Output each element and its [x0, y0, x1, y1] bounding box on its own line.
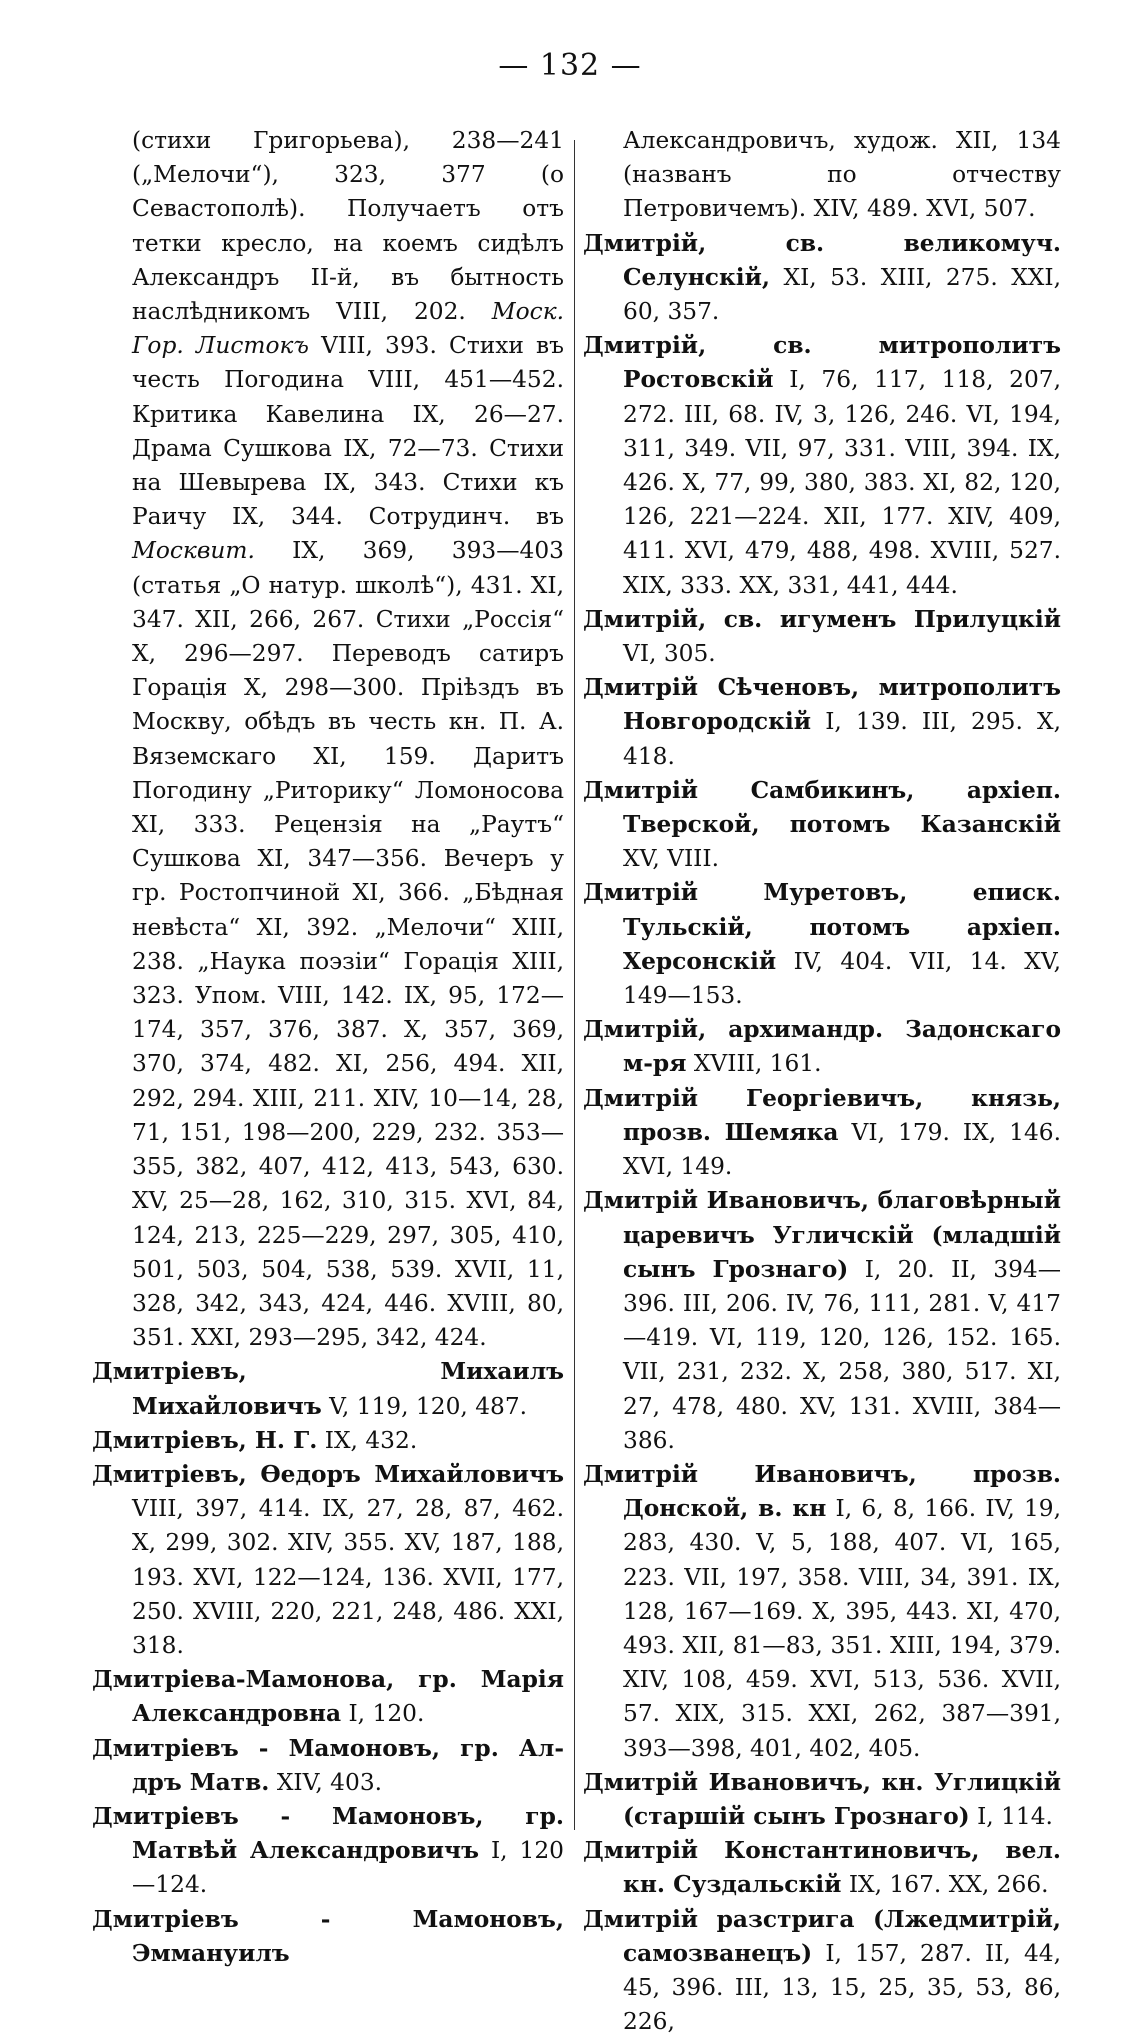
entry-references: I, 76, 117, 118, 207, 272. III, 68. IV, 3, 126, 246. VI, 194, 311, 349. VII, 97, 331. VIII, 394. IX, 426. X, 77, 99, 380, 383. XI, 82, 120, 126, 221—224. XII, 177. XIV, 409, 411. XVI, 479, 488, 498. XVIII, 527. XIX, 333. XX, 331, 441, 444.: [623, 366, 1061, 599]
entry-heading: Дмитрій, св. митрополитъ Ростовскій: [583, 332, 1061, 394]
entry-references: I, 20. II, 394—396. III, 206. IV, 76, 111, 281. V, 417—419. VI, 119, 120, 126, 152. 165. VII, 231, 232. X, 258, 380, 517. XI, 27, 478, 480. XV, 131. XVIII, 384—386.: [623, 1255, 1062, 1454]
index-entry: [583, 329, 1061, 603]
index-entry: [583, 671, 1061, 774]
index-entry: [583, 1834, 1061, 1902]
entry-references: VIII, 397, 414. IX, 27, 28, 87, 462. X, 299, 302. XIV, 355. XV, 187, 188, 193. XVI, 122—124, 136. XVII, 177, 250. XVIII, 220, 221, 248, 486. XXI, 318.: [132, 1495, 564, 1659]
entry-heading: Дмитріева-Мамонова, гр. Марія Александровна: [92, 1666, 564, 1728]
index-entry: [92, 1424, 564, 1458]
entry-text: Александровичъ, худож. XII, 134 (названъ по отчеству Петровичемъ). XIV, 489. XVI, 507.: [623, 127, 1061, 223]
index-entry: [92, 1355, 564, 1423]
index-entry: [92, 1903, 564, 1971]
index-entry: [583, 1903, 1061, 2039]
index-entry: [583, 876, 1061, 1013]
entry-references: IX, 432.: [324, 1426, 418, 1454]
entry-heading: Дмитрій Ивановичъ, благовѣрный царевичъ Угличскій (младшій сынъ Грознаго): [583, 1187, 1061, 1283]
entry-heading: Дмитріевъ, Н. Г.: [92, 1426, 318, 1454]
index-entry: [583, 227, 1061, 330]
entry-heading: Дмитрій разстрига (Лжедмитрій, самозванецъ): [583, 1905, 1061, 1967]
entry-references: I, 6, 8, 166. IV, 19, 283, 430. V, 5, 188, 407. VI, 165, 223. VII, 197, 358. VIII, 34, 391. IX, 128, 167—169. X, 395, 443. XI, 470, 493. XII, 81—83, 351. XIII, 194, 379. XIV, 108, 459. XVI, 513, 536. XVII, 57. XIX, 315. XXI, 262, 387—391, 393—398, 401, 402, 405.: [623, 1495, 1062, 1762]
index-entry: [583, 603, 1061, 671]
entry-text: (стихи Григорьева), 238—241 („Мелочи“), 323, 377 (о Севастополѣ). Получаетъ отъ тетки кресло, на коемъ сидѣлъ Александръ II-й, въ бытность наслѣдникомъ VIII, 202.: [132, 127, 564, 326]
index-entry: [92, 1732, 564, 1800]
entry-references: XVIII, 161.: [693, 1050, 822, 1078]
entry-heading: Дмитрій, св. великомуч. Селунскій,: [583, 229, 1061, 291]
index-entry: [583, 1766, 1061, 1834]
entry-heading: Дмитріевъ - Мамоновъ, гр. Ал-дръ Матв.: [92, 1734, 564, 1796]
entry-references: XV, VIII.: [623, 845, 719, 873]
entry-text-italic: Моск. Гор. Листокъ: [132, 298, 565, 360]
left-column: [92, 124, 564, 1971]
entry-references: I, 114.: [977, 1802, 1053, 1830]
index-entry: [583, 774, 1061, 877]
entry-references: I, 120—124.: [132, 1837, 565, 1899]
entry-heading: Дмитріевъ - Мамоновъ, Эммануилъ: [92, 1905, 564, 1967]
entry-references: XIV, 403.: [276, 1768, 383, 1796]
entry-heading: Дмитрій Константиновичъ, вел. кн. Суздальскій: [583, 1837, 1061, 1899]
entry-heading: Дмитрій Самбикинъ, архіеп. Тверской, потомъ Казанскій: [583, 776, 1061, 839]
entry-heading: Дмитрій Сѣченовъ, митрополитъ Новгородскій: [583, 674, 1061, 736]
right-column: [583, 124, 1061, 2039]
index-entry: [92, 1663, 564, 1731]
index-entry: [583, 1184, 1061, 1458]
entry-heading: Дмитріевъ, Ѳедоръ Михайловичъ: [92, 1460, 564, 1488]
entry-references: XI, 53. XIII, 275. XXI, 60, 357.: [623, 263, 1061, 326]
entry-references: I, 120.: [348, 1700, 425, 1728]
entry-references: VI, 179. IX, 146. XVI, 149.: [623, 1118, 1061, 1181]
entry-text: IX, 369, 393—403 (статья „О натур. школѣ“), 431. XI, 347. XII, 266, 267. Стихи „Россія“ X, 296—297. Переводъ сатиръ Горація X, 298—300. Пріѣздъ въ Москву, обѣдъ въ честь кн. П. А. Вяземскаго XI, 159. Даритъ Погодину „Риторику“ Ломоносова XI, 333. Рецензія на „Раутъ“ Сушкова XI, 347—356. Вечеръ у гр. Ростопчиной XI, 366. „Бѣдная невѣста“ XI, 392. „Мелочи“ XIII, 238. „Наука поэзіи“ Горація XIII, 323. Упом. VIII, 142. IX, 95, 172—174, 357, 376, 387. X, 357, 369, 370, 374, 482. XI, 256, 494. XII, 292, 294. XIII, 211. XIV, 10—14, 28, 71, 151, 198—200, 229, 232. 353—355, 382, 407, 412, 413, 543, 630. XV, 25—28, 162, 310, 315. XVI, 84, 124, 213, 225—229, 297, 305, 410, 501, 503, 504, 538, 539. XVII, 11, 328, 342, 343, 424, 446. XVIII, 80, 351. XXI, 293—295, 342, 424.: [132, 537, 564, 1352]
page-number: — 132 —: [498, 48, 642, 83]
entry-references: IV, 404. VII, 14. XV, 149—153.: [623, 947, 1062, 1010]
entry-heading: Дмитрій Ивановичъ, прозв. Донской, в. кн: [583, 1460, 1061, 1523]
continued-entry: [583, 124, 1061, 227]
index-entry: [92, 1458, 564, 1663]
index-entry: [583, 1458, 1061, 1766]
continued-entry: [92, 124, 564, 1355]
index-entry: [583, 1082, 1061, 1185]
column-divider: [574, 140, 575, 1830]
index-entry: [92, 1800, 564, 1903]
entry-heading: Дмитрій Муретовъ, еписк. Тульскій, потомъ архіеп. Херсонскій: [583, 879, 1061, 975]
entry-references: VI, 305.: [623, 640, 716, 668]
entry-references: I, 139. III, 295. X, 418.: [623, 708, 1062, 770]
entry-heading: Дмитрій Георгіевичъ, князь, прозв. Шемяка: [583, 1084, 1061, 1146]
entry-text-italic: Москвит.: [132, 537, 255, 565]
entry-heading: Дмитрій Ивановичъ, кн. Углицкій (старшій сынъ Грознаго): [583, 1768, 1061, 1830]
entry-heading: Дмитрій, архимандр. Задонскаго м-ря: [583, 1016, 1061, 1078]
index-entry: [583, 1013, 1061, 1081]
entry-references: I, 157, 287. II, 44, 45, 396. III, 13, 15, 25, 35, 53, 86, 226,: [623, 1939, 1061, 2036]
entry-references: IX, 167. XX, 266.: [848, 1871, 1049, 1899]
entry-references: V, 119, 120, 487.: [329, 1392, 528, 1420]
entry-heading: Дмитріевъ - Мамоновъ, гр. Матвѣй Александровичъ: [92, 1802, 564, 1865]
entry-text: VIII, 393. Стихи въ честь Погодина VIII, 451—452. Критика Кавелина IX, 26—27. Драма Сушкова IX, 72—73. Стихи на Шевырева IX, 343. Стихи къ Раичу IX, 344. Сотрудинч. въ: [132, 332, 564, 531]
entry-heading: Дмитрій, св. игуменъ Прилуцкій: [583, 605, 1061, 633]
entry-heading: Дмитріевъ, Михаилъ Михайловичъ: [92, 1358, 564, 1420]
